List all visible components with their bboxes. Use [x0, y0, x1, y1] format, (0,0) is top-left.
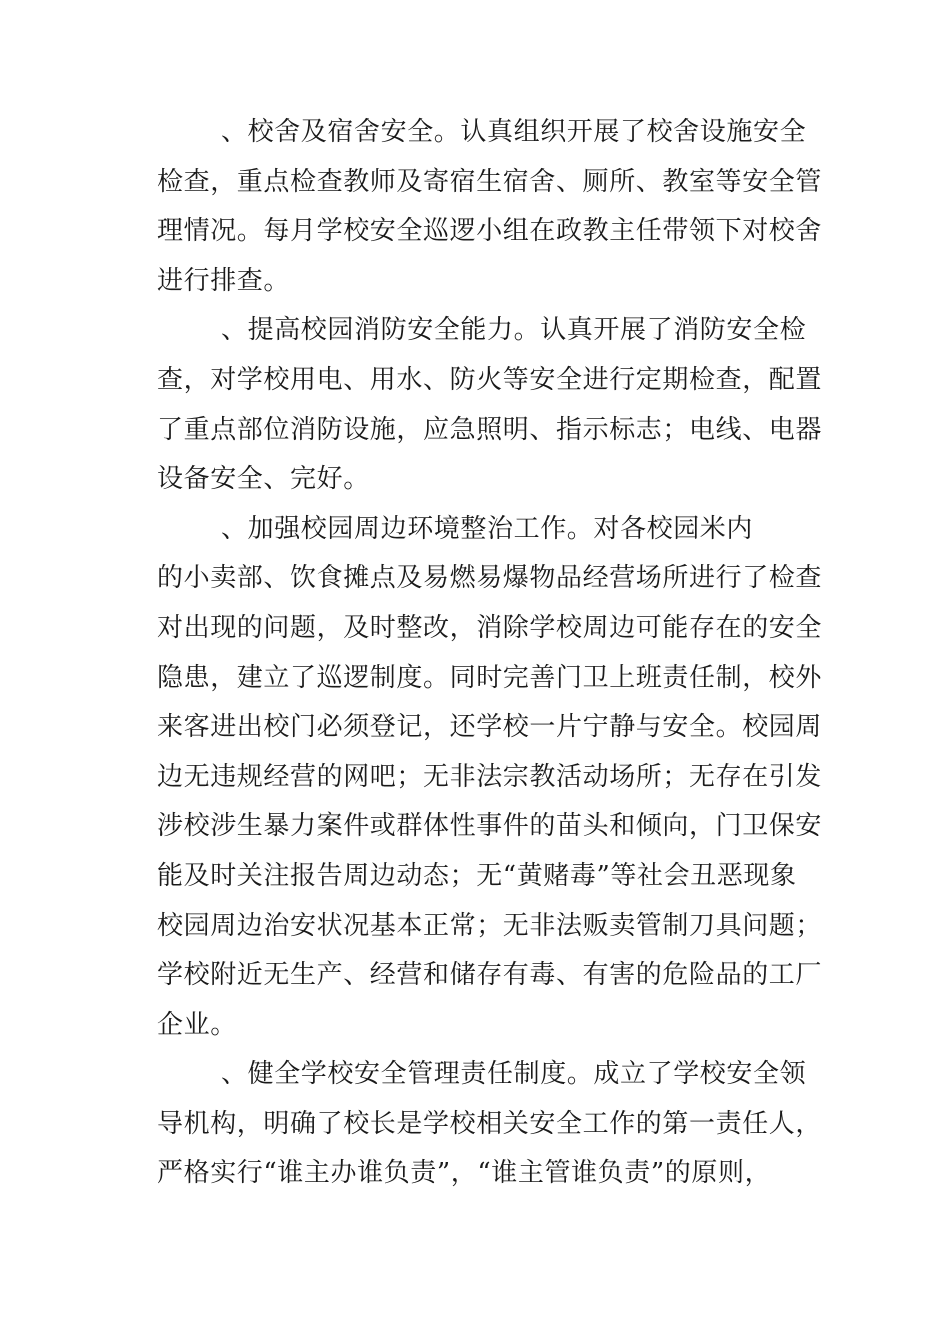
paragraph-line: 对出现的问题，及时整改，消除学校周边可能存在的安全	[157, 612, 823, 643]
paragraph-line: 的小卖部、饮食摊点及易燃易爆物品经营场所进行了检查	[157, 563, 823, 594]
paragraph-line: 查，对学校用电、用水、防火等安全进行定期检查，配置	[157, 364, 823, 395]
paragraph-surroundings	[157, 505, 823, 1051]
paragraph-line: 、提高校园消防安全能力。认真开展了消防安全检	[221, 315, 807, 346]
paragraph-fire-safety	[157, 306, 823, 504]
paragraph-line: 设备安全、完好。	[157, 464, 370, 495]
paragraph-line: 学校附近无生产、经营和储存有毒、有害的危险品的工厂	[157, 960, 823, 991]
paragraph-line: 理情况。每月学校安全巡逻小组在政教主任带领下对校舍	[157, 216, 823, 247]
paragraph-line: 了重点部位消防设施，应急照明、指示标志；电线、电器	[157, 414, 823, 445]
paragraph-line: 进行排查。	[157, 265, 291, 296]
paragraph-line: 、健全学校安全管理责任制度。成立了学校安全领	[221, 1059, 807, 1090]
paragraph-dormitory-safety	[157, 108, 823, 306]
paragraph-line: 隐患，建立了巡逻制度。同时完善门卫上班责任制，校外	[157, 662, 823, 693]
paragraph-line: 边无违规经营的网吧；无非法宗教活动场所；无存在引发	[157, 761, 823, 792]
paragraph-line: 、校舍及宿舍安全。认真组织开展了校舍设施安全	[221, 117, 807, 147]
paragraph-line: 检查，重点检查教师及寄宿生宿舍、厕所、教室等安全管	[157, 166, 823, 197]
paragraph-line: 导机构，明确了校长是学校相关安全工作的第一责任人，	[157, 1108, 823, 1139]
paragraph-line: 涉校涉生暴力案件或群体性事件的苗头和倾向，门卫保安	[157, 811, 823, 842]
paragraph-line: 来客进出校门必须登记，还学校一片宁静与安全。校园周	[157, 712, 823, 743]
paragraph-line: 、加强校园周边环境整治工作。对各校园米内	[221, 513, 754, 544]
paragraph-responsibility-system	[157, 1050, 823, 1199]
paragraph-line: 企业。	[157, 1009, 237, 1040]
paragraph-line: 严格实行“谁主办谁负责”，“谁主管谁负责”的原则，	[157, 1158, 772, 1189]
document-body	[157, 108, 823, 1199]
paragraph-line: 能及时关注报告周边动态；无“黄赌毒”等社会丑恶现象	[157, 860, 797, 891]
paragraph-line: 校园周边治安状况基本正常；无非法贩卖管制刀具问题；	[157, 910, 823, 941]
